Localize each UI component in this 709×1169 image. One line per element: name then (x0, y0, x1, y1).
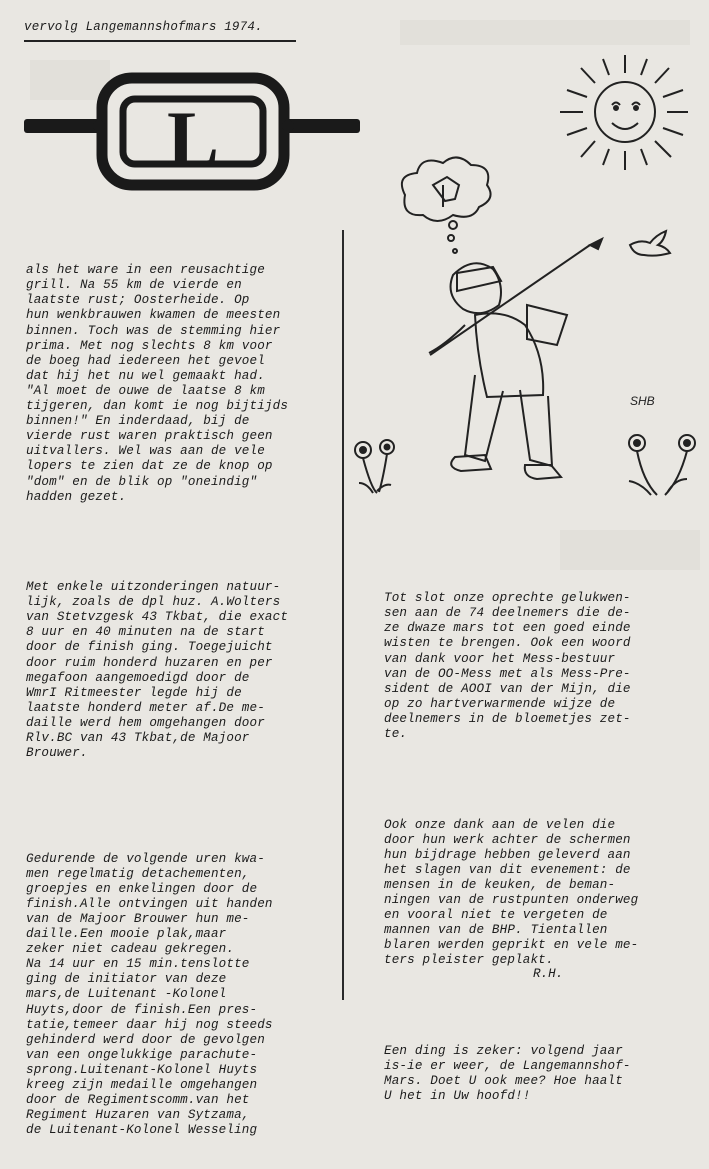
langemannshof-logo (24, 72, 364, 197)
left-column (26, 233, 331, 1169)
flowers-left (355, 440, 394, 493)
right-paragraph-3: Een ding is zeker: volgend jaar is-ie er weer, de Langemannshof- Mars. Doet U ook mee? Hoe haalt U het in Uw hoofd!! (384, 1043, 631, 1104)
left-paragraph-3: Gedurende de volgende uren kwa- men regelmatig detachementen, groepjes en enkelingen door de finish.Alle ontvingen uit handen van de Majoor Brouwer hun me- daille.Een mooie plak,maar zeker niet cadeau gekregen. Na 14 uur en 15 min.tenslotte ging de initiator van deze mars,de Luitenant -Kolonel Huyts,door de finish.Een pres- tatie,temeer daar hij nog steeds gehinderd werd door de gevolgen van een ongelukkige parachute- sprong.Luitenant-Kolonel Huyts kreeg zijn medaille omgehangen door de Regimentscomm.van het Regiment Huzaren van Sytzama, de Luitenant-Kolonel Wesseling (26, 851, 273, 1138)
left-paragraph-2: Met enkele uitzonderingen natuur- lijk, zoals de dpl huz. A.Wolters van Stetvzgesk 43 Tkbat, die exact 8 uur en 40 minuten na de start door de finish ging. Toegejuicht door ruim honderd huzaren en per megafoon aangemoedigd door de WmrI Ritmeester legde hij de laatste honderd meter af.De me- daille werd hem omgehangen door Rlv.BC van 43 Tkbat,de Majoor Brouwer. (26, 580, 289, 761)
right-paragraph-2: Ook onze dank aan de velen die door hun werk achter de schermen hun bijdrage hebben geleverd aan het slagen van dit evenement: de mensen in de keuken, de beman- ningen van de rustpunten onderweg en vooral niet te vergeten de mannen van de BHP. Tientallen blaren werden geprikt en vele me- ters pleister geplakt. (384, 817, 639, 968)
bleed-through (400, 20, 690, 45)
logo-letter: L (166, 95, 220, 182)
signature: R.H. (533, 967, 564, 981)
right-paragraph-1: Tot slot onze oprechte gelukwen- sen aan de 74 deelnemers die de- ze dwaze mars tot een goed einde wisten te brengen. Ook een woord van dank voor het Mess-bestuur van de OO-Mess met als Mess-Pre- sident de AOOI van der Mijn, die op zo hartverwarmende wijze de deelnemers in de bloemetjes zet- te. (384, 591, 631, 742)
artist-mark: SHB (630, 394, 655, 408)
walking-soldier (429, 239, 602, 479)
header-rule (24, 40, 296, 42)
column-divider (342, 230, 344, 1000)
left-paragraph-1: als het ware in een reusachtige grill. Na 55 km de vierde en laatste rust; Oosterheide. Op hun wenkbrauwen kwamen de meesten binnen. Toch was de stemming hier prima. Met nog slechts 8 km voor de boeg had iedereen het gevoel dat hij het nu wel gemaakt had. "Al moet de ouwe de laatse 8 km tijgeren, dan komt ie nog bijtijds binnen!" En inderdaad, bij de vierde rust waren praktisch geen uitvallers. Wel was aan de vele lopers te zien dat ze de knop op "dom" en de blik op "oneindig" hadden gezet. (26, 263, 289, 504)
thought-bubble (402, 157, 491, 253)
header-title: vervolg Langemannshofmars 1974. (24, 20, 263, 34)
cartoon-illustration (345, 45, 705, 515)
bird-icon (630, 231, 670, 256)
right-column (384, 561, 704, 1134)
sun-icon (560, 55, 688, 170)
flowers-right (629, 435, 695, 495)
